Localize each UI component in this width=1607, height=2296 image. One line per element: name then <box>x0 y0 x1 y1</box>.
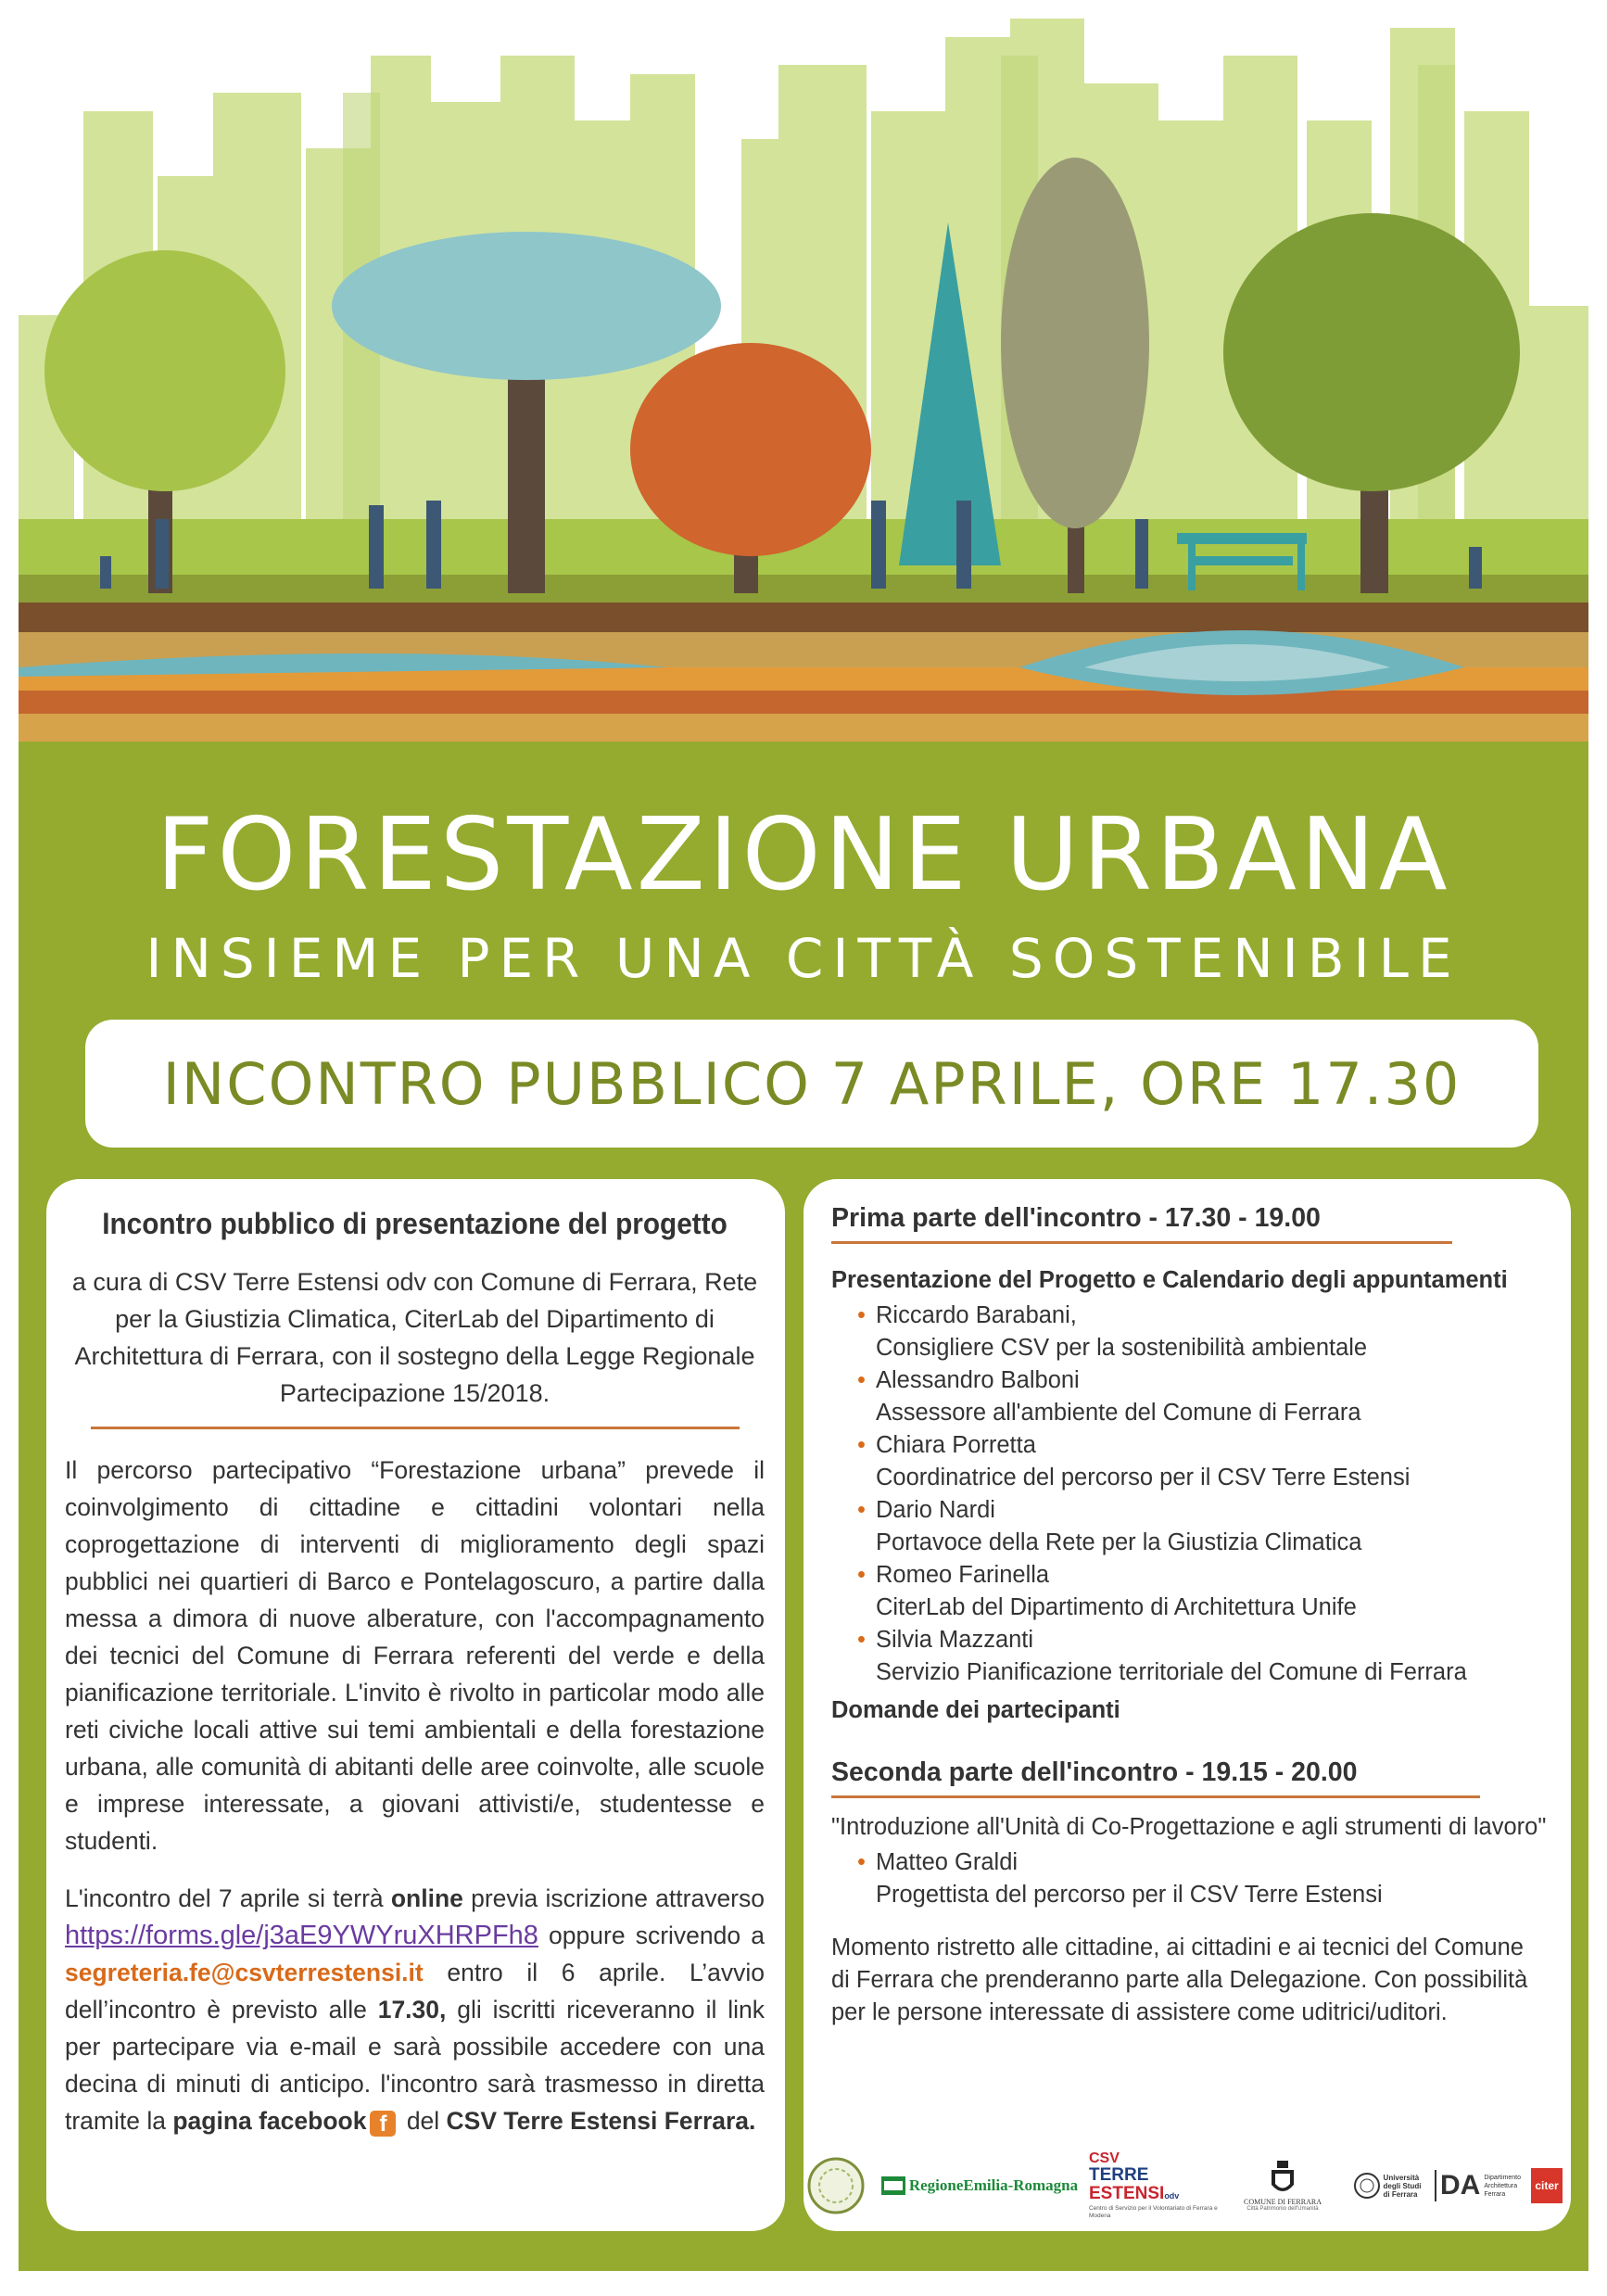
csv-logo <box>1089 2152 1228 2219</box>
start-time: 17.30, <box>377 1996 447 2023</box>
da-line: Dipartimento <box>1484 2174 1522 2181</box>
facebook-page-label: pagina facebook <box>172 2107 367 2135</box>
questions-label: Domande dei partecipanti <box>831 1697 1120 1723</box>
text-span: gli iscritti riceveranno il link per partecipare via e-mail e sarà possibile accedere con una decina di minuti di anticipo. l'incontro sarà trasmesso in diretta tramite la <box>65 1996 765 2135</box>
second-part-heading: Seconda parte dell'incontro - 19.15 - 20.00 <box>831 1757 1358 1787</box>
text-span: previa iscrizione attraverso <box>462 1884 765 1912</box>
bullet-icon: • <box>857 1302 866 1328</box>
divider <box>831 1795 1480 1798</box>
bullet-icon: • <box>857 1432 866 1458</box>
divider <box>91 1427 740 1429</box>
speaker-role: Servizio Pianificazione territoriale del Comune di Ferrara <box>876 1659 1467 1685</box>
regione-logo <box>878 2152 1082 2219</box>
citer-logo <box>1526 2152 1567 2219</box>
divider <box>831 1241 1452 1244</box>
comune-logo <box>1232 2152 1334 2219</box>
text-span: del <box>399 2107 447 2135</box>
online-label: online <box>390 1884 463 1912</box>
speaker-role: Consigliere CSV per la sostenibilità ambientale <box>876 1335 1368 1361</box>
right-card <box>804 1179 1571 2231</box>
text-span: L'incontro del 7 aprile si terrà <box>65 1884 391 1912</box>
bullet-icon: • <box>857 1627 866 1653</box>
event-banner <box>85 1020 1538 1148</box>
bullet-icon: • <box>857 1562 866 1588</box>
organizers-text: a cura di CSV Terre Estensi odv con Comune di Ferrara, Rete per la Giustizia Climatica, CiterLab del Dipartimento di Architettura di Ferrara, con il sostegno della Legge Regionale Partecipazione 15/2018. <box>71 1268 758 1407</box>
speaker-name: Matteo Graldi <box>876 1849 1019 1875</box>
da-line: Architettura <box>1484 2182 1518 2189</box>
second-part <box>831 1757 1547 2029</box>
unife-line: di Ferrara <box>1383 2189 1418 2199</box>
citer-text: citer <box>1531 2168 1562 2203</box>
description-paragraph: Il percorso partecipativo “Forestazione urbana” prevede il coinvolgimento di cittadine e cittadini volontari nella coprogettazione di interventi di miglioramento degli spazi pubblici nei quartieri di Barco e Pontelagoscuro, a partire dalla messa a dimora di nuove alberature, con l'accompagnamento dei tecnici del Comune di Ferrara referenti del verde e della pianificazione territoriale. L'invito è rivolto in particolar modo alle reti civiche locali attive sui temi ambientali e della forestazione urbana, alle comunità di abitanti delle aree coinvolte, alle scuole e imprese interessate, a giovani attivisti/e, studentesse e studenti. <box>65 1456 765 1855</box>
list-item <box>831 1429 1547 1494</box>
csv-estensi: ESTENSI <box>1089 2184 1165 2203</box>
unife-line: degli Studi <box>1383 2181 1422 2190</box>
list-item <box>831 1300 1547 1364</box>
presentation-heading: Presentazione del Progetto e Calendario degli appuntamenti <box>831 1267 1508 1293</box>
speaker-name: Chiara Porretta <box>876 1432 1036 1458</box>
unife-logo <box>1343 2152 1431 2219</box>
speaker-role: Coordinatrice del percorso per il CSV Terre Estensi <box>876 1465 1411 1490</box>
csv-terre: TERRE <box>1089 2165 1149 2185</box>
speaker-list <box>831 1300 1547 1689</box>
speaker-name: Riccardo Barabani, <box>876 1302 1077 1328</box>
csv-sub: Centro di Servizio per il Volontariato di Ferrara e Modena <box>1089 2205 1218 2219</box>
list-item <box>831 1494 1547 1559</box>
event-date: INCONTRO PUBBLICO 7 APRILE, ORE 17.30 <box>162 1049 1461 1118</box>
speaker-role: Assessore all'ambiente del Comune di Ferrara <box>876 1400 1361 1426</box>
csv-page-name: CSV Terre Estensi Ferrara. <box>446 2107 756 2135</box>
registration-paragraph <box>65 1880 765 2139</box>
registration-link[interactable]: https://forms.gle/j3aE9YWYruXHRPFh8 <box>65 1921 538 1950</box>
csv-odv: odv <box>1164 2191 1180 2201</box>
regione-text: RegioneEmilia-Romagna <box>908 2176 1079 2194</box>
da-mark: DA <box>1435 2170 1480 2201</box>
comune-text: COMUNE DI FERRARA <box>1243 2197 1322 2206</box>
list-item <box>831 1559 1547 1624</box>
page-title: FORESTAZIONE URBANA <box>156 797 1451 913</box>
list-item <box>831 1364 1547 1429</box>
intro-title: "Introduzione all'Unità di Co-Progettazione e agli strumenti di lavoro" <box>831 1814 1547 1840</box>
page-subtitle: INSIEME PER UNA CITTÀ SOSTENIBILE <box>146 927 1461 990</box>
speaker-name: Dario Nardi <box>876 1497 995 1523</box>
comune-sub: Città Patrimonio dell'Umanità <box>1246 2205 1319 2212</box>
first-part-heading: Prima parte dell'incontro - 17.30 - 19.00 <box>831 1203 1321 1233</box>
unife-line: Università <box>1383 2173 1420 2182</box>
speaker-name: Alessandro Balboni <box>876 1367 1080 1393</box>
facebook-icon[interactable]: f <box>370 2111 396 2137</box>
project-logo <box>804 2152 868 2219</box>
da-line: Ferrara <box>1484 2190 1506 2198</box>
list-item <box>831 1846 1547 1911</box>
park-illustration <box>19 0 1588 769</box>
dipartimento-logo <box>1434 2152 1522 2219</box>
text-span: entro il 6 aprile. L’avvio dell’incontro è previsto alle <box>65 1959 765 2023</box>
text-span: oppure scrivendo a <box>538 1922 765 1949</box>
speaker-role: Portavoce della Rete per la Giustizia Climatica <box>876 1529 1362 1555</box>
email-address[interactable]: segreteria.fe@csvterrestensi.it <box>65 1959 424 1986</box>
speaker-role: CiterLab del Dipartimento di Architettura Unife <box>876 1594 1357 1620</box>
speaker-name: Romeo Farinella <box>876 1562 1050 1588</box>
left-card <box>46 1179 785 2231</box>
closing-paragraph: Momento ristretto alle cittadine, ai cittadini e ai tecnici del Comune di Ferrara che prenderanno parte alla Delegazione. Con possibilità per le persone interessate di assistere come uditrici/uditori. <box>831 1934 1528 2025</box>
csv-top: CSV <box>1089 2150 1120 2166</box>
speaker-role: Progettista del percorso per il CSV Terre Estensi <box>876 1882 1383 1908</box>
list-item <box>831 1624 1547 1689</box>
bullet-icon: • <box>857 1849 866 1875</box>
bullet-icon: • <box>857 1367 866 1393</box>
left-heading: Incontro pubblico di presentazione del progetto <box>102 1207 728 1240</box>
bullet-icon: • <box>857 1497 866 1523</box>
speaker-list <box>831 1846 1547 1911</box>
speaker-name: Silvia Mazzanti <box>876 1627 1034 1653</box>
logo-strip <box>804 2152 1571 2219</box>
